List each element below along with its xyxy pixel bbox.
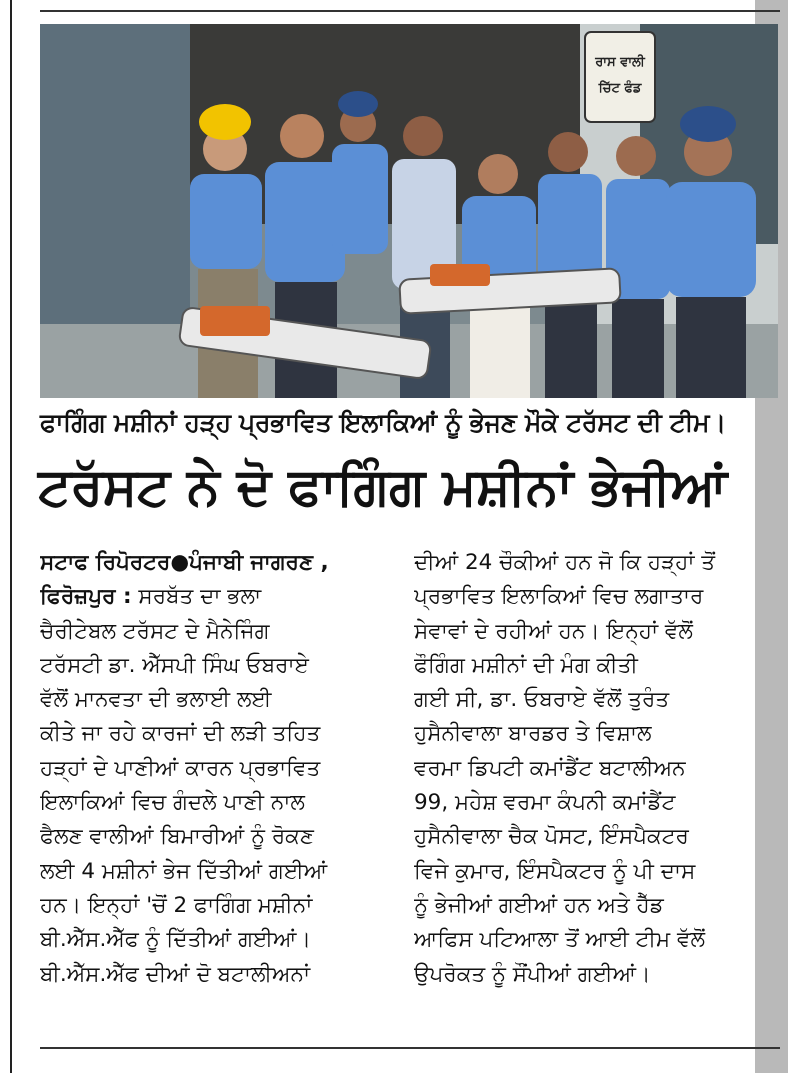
body-line: 99, ਮਹੇਸ਼ ਵਰਮਾ ਕੰਪਨੀ ਕਮਾਂਡੈਂਟ	[414, 790, 676, 816]
body-line: ਉਪਰੋਕਤ ਨੂੰ ਸੌਂਪੀਆਂ ਗਈਆਂ।	[414, 961, 651, 987]
body-line: ਸਰਬੱਤ ਦਾ ਭਲਾ	[131, 584, 262, 610]
article-column-1	[40, 546, 402, 992]
body-line: ਪ੍ਰਭਾਵਿਤ ਇਲਾਕਿਆਂ ਵਿਚ ਲਗਾਤਾਰ	[414, 584, 704, 610]
byline: ਸਟਾਫ ਰਿਪੋਰਟਰ●ਪੰਜਾਬੀ ਜਾਗਰਣ ,	[40, 550, 329, 575]
body-line: ਹੁਸੈਨੀਵਾਲਾ ਚੈਕ ਪੋਸਟ, ਇੰਸਪੈਕਟਰ	[414, 824, 689, 850]
body-line: ਬੀ.ਐੱਸ.ਐੱਫ ਦੀਆਂ ਦੋ ਬਟਾਲੀਅਨਾਂ	[40, 961, 311, 987]
body-line: ਵਿਜੇ ਕੁਮਾਰ, ਇੰਸਪੈਕਟਰ ਨੂੰ ਪੀ ਦਾਸ	[414, 858, 696, 884]
body-line: ਸੇਵਾਵਾਂ ਦੇ ਰਹੀਆਂ ਹਨ। ਇਨ੍ਹਾਂ ਵੱਲੋਂ	[414, 618, 693, 644]
body-line: ਹੜ੍ਹਾਂ ਦੇ ਪਾਣੀਆਂ ਕਾਰਨ ਪ੍ਰਭਾਵਿਤ	[40, 755, 321, 781]
body-line: ਫੈਲਣ ਵਾਲੀਆਂ ਬਿਮਾਰੀਆਂ ਨੂੰ ਰੋਕਣ	[40, 824, 314, 850]
body-line: ਗਈ ਸੀ, ਡਾ. ਓਬਰਾਏ ਵੱਲੋਂ ਤੁਰੰਤ	[414, 687, 670, 713]
body-line: ਹਨ। ਇਨ੍ਹਾਂ 'ਚੋਂ 2 ਫਾਗਿੰਗ ਮਸ਼ੀਨਾਂ	[40, 892, 313, 918]
body-line: ਇਲਾਕਿਆਂ ਵਿਚ ਗੰਦਲੇ ਪਾਣੀ ਨਾਲ	[40, 790, 305, 816]
body-line: ਹੁਸੈਨੀਵਾਲਾ ਬਾਰਡਰ ਤੇ ਵਿਸ਼ਾਲ	[414, 721, 652, 747]
article-column-2	[414, 546, 778, 992]
body-line: ਆਫਿਸ ਪਟਿਆਲਾ ਤੋਂ ਆਈ ਟੀਮ ਵੱਲੋਂ	[414, 927, 705, 953]
body-line: ਵਰਮਾ ਡਿਪਟੀ ਕਮਾਂਡੈਂਟ ਬਟਾਲੀਅਨ	[414, 755, 686, 781]
body-line: ਚੈਰੀਟੇਬਲ ਟਰੱਸਟ ਦੇ ਮੈਨੇਜਿੰਗ	[40, 618, 270, 644]
top-rule	[40, 10, 780, 12]
news-photo	[40, 24, 778, 398]
body-line: ਟਰੱਸਟੀ ਡਾ. ਐੱਸਪੀ ਸਿੰਘ ਓਬਰਾਏ	[40, 652, 309, 678]
byline-line	[40, 546, 402, 580]
body-line: ਲਈ 4 ਮਸ਼ੀਨਾਂ ਭੇਜ ਦਿੱਤੀਆਂ ਗਈਆਂ	[40, 858, 328, 884]
body-line: ਕੀਤੇ ਜਾ ਰਹੇ ਕਾਰਜਾਂ ਦੀ ਲੜੀ ਤਹਿਤ	[40, 721, 321, 747]
body-line: ਦੀਆਂ 24 ਚੌਕੀਆਂ ਹਨ ਜੋ ਕਿ ਹੜ੍ਹਾਂ ਤੋਂ	[414, 550, 715, 575]
shop-sign-text-1: ਰਾਸ ਵਾਲੀ	[595, 55, 645, 70]
body-line: ਫੌਗਿੰਗ ਮਸ਼ੀਨਾਂ ਦੀ ਮੰਗ ਕੀਤੀ	[414, 652, 638, 678]
photo-illustration	[40, 24, 778, 398]
body-line: ਨੂੰ ਭੇਜੀਆਂ ਗਈਆਂ ਹਨ ਅਤੇ ਹੈੱਡ	[414, 892, 664, 918]
headline: ਟਰੱਸਟ ਨੇ ਦੋ ਫਾਗਿੰਗ ਮਸ਼ੀਨਾਂ ਭੇਜੀਆਂ	[38, 457, 727, 517]
bottom-rule	[40, 1047, 780, 1049]
body-line: ਬੀ.ਐੱਸ.ਐੱਫ ਨੂੰ ਦਿੱਤੀਆਂ ਗਈਆਂ।	[40, 927, 311, 953]
dateline: ਫਿਰੋਜ਼ਪੁਰ :	[40, 584, 132, 610]
shop-sign-text-2: ਚਿੱਟ ਫੰਡ	[598, 81, 642, 96]
dateline-line	[40, 580, 402, 614]
body-line: ਵੱਲੋਂ ਮਾਨਵਤਾ ਦੀ ਭਲਾਈ ਲਈ	[40, 687, 272, 713]
photo-caption: ਫਾਗਿੰਗ ਮਸ਼ੀਨਾਂ ਹੜ੍ਹ ਪ੍ਰਭਾਵਿਤ ਇਲਾਕਿਆਂ ਨੂੰ ਭੇਜਣ ਮੌਕੇ ਟਰੱਸਟ ਦੀ ਟੀਮ।	[40, 408, 726, 437]
